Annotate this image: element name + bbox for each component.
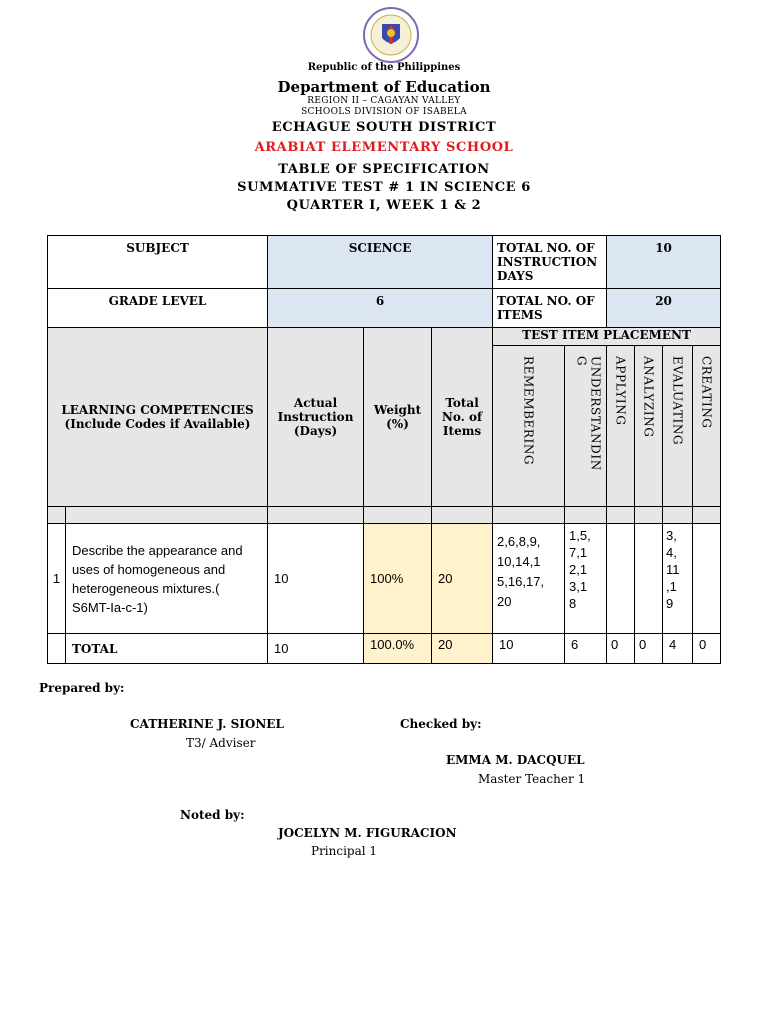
noted-by-label: Noted by: — [180, 808, 245, 822]
checked-by-label: Checked by: — [400, 717, 482, 731]
competency-text: Describe the appearance and uses of homogeneous and heterogeneous mixtures.( S6MT-Ia-c-1) — [66, 524, 268, 634]
total-items-value: 20 — [607, 289, 721, 328]
prepared-by-name: CATHERINE J. SIONEL — [130, 717, 284, 731]
row-days: 10 — [268, 524, 364, 634]
district-title: ECHAGUE SOUTH DISTRICT — [271, 120, 497, 135]
total-remembering: 10 — [493, 634, 565, 664]
row-creating — [693, 524, 721, 634]
row-understanding: 1,5, 7,1 2,1 3,1 8 — [565, 524, 607, 634]
row-weight: 100% — [364, 524, 432, 634]
remembering-header: REMEMBERING — [521, 356, 536, 466]
total-understanding: 6 — [565, 634, 607, 664]
actual-days-header: Actual Instruction (Days) — [268, 328, 364, 507]
weight-header: Weight (%) — [364, 328, 432, 507]
creating-header: CREATING — [699, 356, 714, 429]
evaluating-header: EVALUATING — [670, 356, 685, 446]
competencies-header: LEARNING COMPETENCIES (Include Codes if Available) — [48, 328, 268, 507]
document-title: TABLE OF SPECIFICATION — [278, 162, 490, 177]
applying-header: APPLYING — [613, 356, 628, 426]
checked-by-name: EMMA M. DACQUEL — [446, 753, 585, 767]
analyzing-header: ANALYZING — [641, 356, 656, 438]
total-evaluating: 4 — [663, 634, 693, 664]
noted-by-role: Principal 1 — [311, 844, 378, 858]
instruction-days-label: TOTAL NO. OF INSTRUCTION DAYS — [493, 236, 607, 289]
row-evaluating: 3, 4, 11 ,1 9 — [663, 524, 693, 634]
total-analyzing: 0 — [635, 634, 663, 664]
test-title: SUMMATIVE TEST # 1 IN SCIENCE 6 — [237, 180, 531, 195]
grade-level-value: 6 — [268, 289, 493, 328]
subject-label: SUBJECT — [48, 236, 268, 289]
total-applying: 0 — [607, 634, 635, 664]
prepared-by-role: T3/ Adviser — [186, 736, 256, 750]
quarter-title: QUARTER I, WEEK 1 & 2 — [286, 198, 482, 213]
noted-by-name: JOCELYN M. FIGURACION — [278, 826, 457, 840]
department-heading: Department of Education — [277, 78, 491, 96]
placement-header: TEST ITEM PLACEMENT — [493, 328, 721, 346]
row-items: 20 — [432, 524, 493, 634]
total-label: TOTAL — [66, 634, 268, 664]
row-number: 1 — [48, 524, 66, 634]
total-weight: 100.0% — [364, 634, 432, 664]
row-analyzing — [635, 524, 663, 634]
row-applying — [607, 524, 635, 634]
grade-level-label: GRADE LEVEL — [48, 289, 268, 328]
total-items: 20 — [432, 634, 493, 664]
row-remembering: 2,6,8,9, 10,14,1 5,16,17, 20 — [493, 524, 565, 634]
specification-table — [47, 235, 721, 664]
subject-value: SCIENCE — [268, 236, 493, 289]
school-title: ARABIAT ELEMENTARY SCHOOL — [254, 140, 514, 155]
total-creating: 0 — [693, 634, 721, 664]
understanding-header: UNDERSTANDIN G — [574, 356, 603, 471]
total-items-label: TOTAL NO. OF ITEMS — [493, 289, 607, 328]
republic-heading: Republic of the Philippines — [307, 62, 461, 73]
prepared-by-label: Prepared by: — [39, 681, 125, 695]
total-items-header: Total No. of Items — [432, 328, 493, 507]
deped-seal-logo — [362, 6, 420, 64]
region-heading: REGION II – CAGAYAN VALLEY — [307, 96, 461, 106]
total-days: 10 — [268, 634, 364, 664]
instruction-days-value: 10 — [607, 236, 721, 289]
division-heading: SCHOOLS DIVISION OF ISABELA — [301, 107, 467, 117]
checked-by-role: Master Teacher 1 — [478, 772, 586, 786]
